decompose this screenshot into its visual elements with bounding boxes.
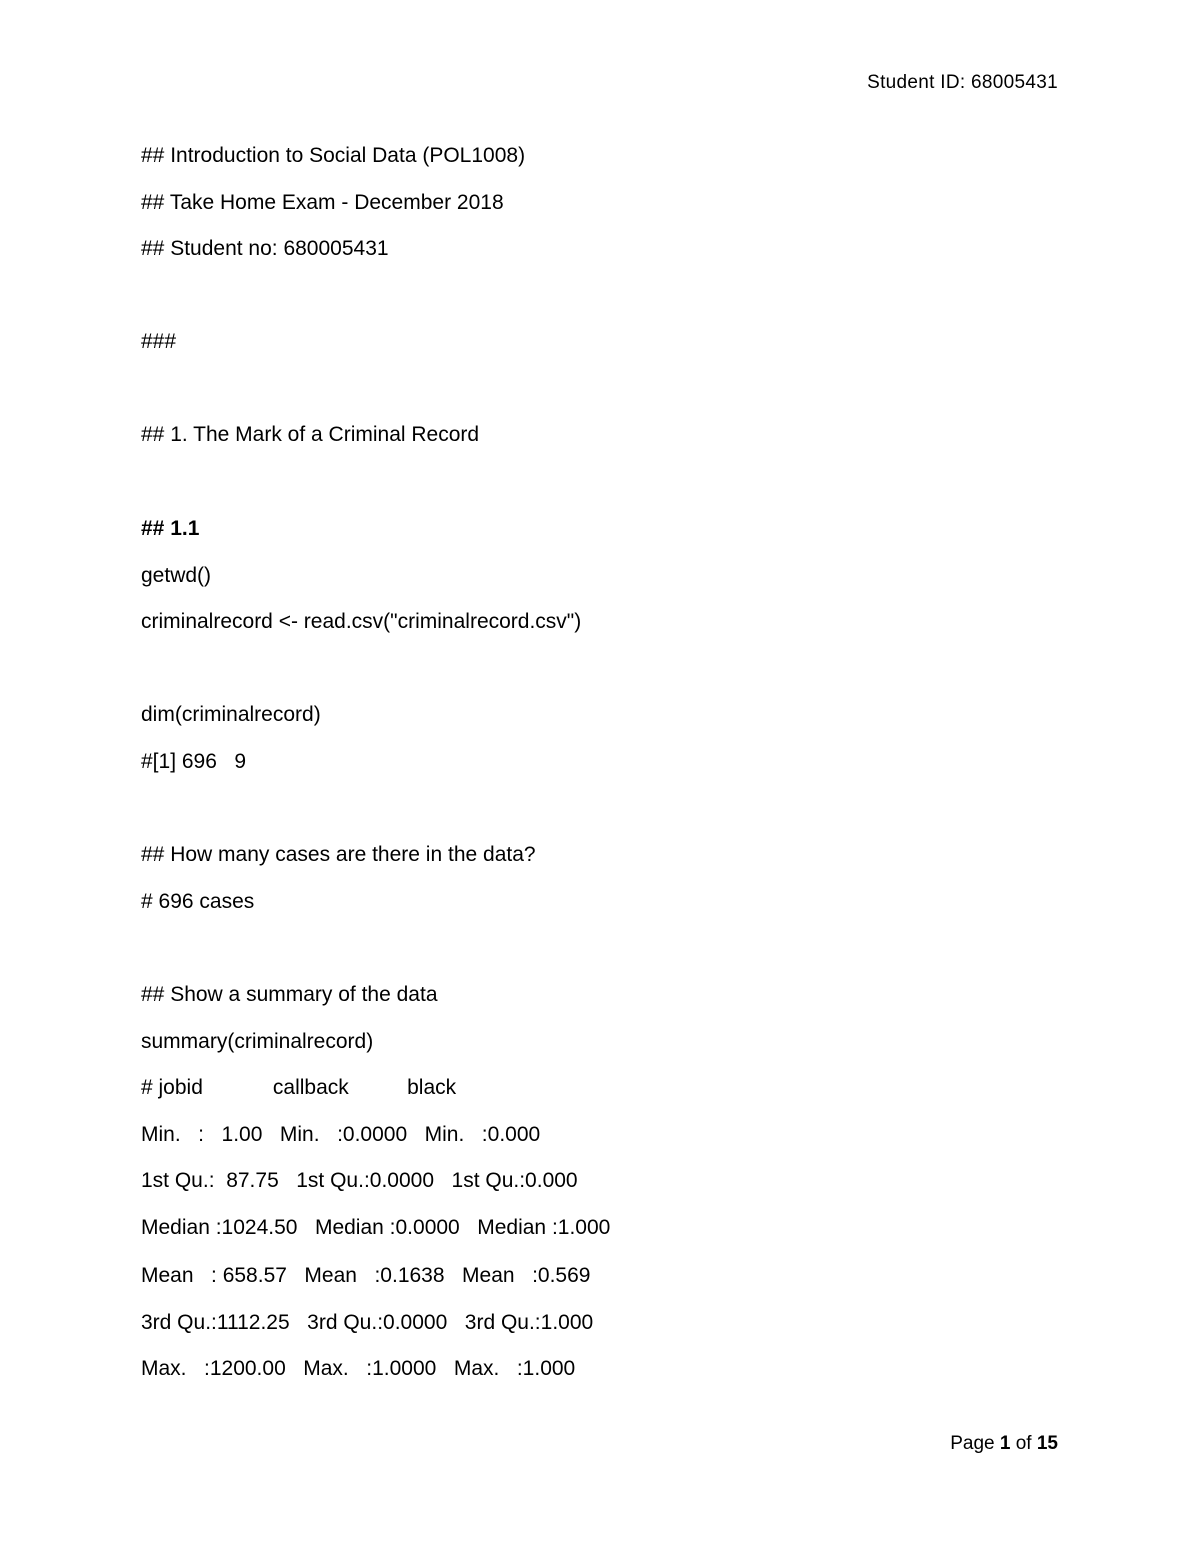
summary-row-3rd-qu: 3rd Qu.:1112.25 3rd Qu.:0.0000 3rd Qu.:1.000: [141, 1311, 594, 1334]
summary-row-median: Median :1024.50 Median :0.0000 Median :1.000: [141, 1216, 611, 1239]
page-label: Page: [950, 1433, 1000, 1454]
summary-header-row: # jobid callback black: [141, 1076, 457, 1099]
code-line-summary: summary(criminalrecord): [141, 1030, 374, 1053]
comment-course-title: ## Introduction to Social Data (POL1008): [141, 144, 526, 167]
section-heading: ## 1. The Mark of a Criminal Record: [141, 423, 480, 446]
summary-row-max: Max. :1200.00 Max. :1.0000 Max. :1.000: [141, 1357, 576, 1380]
question-line-summary: ## Show a summary of the data: [141, 983, 438, 1006]
summary-row-1st-qu: 1st Qu.: 87.75 1st Qu.:0.0000 1st Qu.:0.000: [141, 1169, 578, 1192]
page-header-student-id: Student ID: 68005431: [867, 72, 1058, 93]
comment-separator: ###: [141, 330, 177, 353]
summary-row-min: Min. : 1.00 Min. :0.0000 Min. :0.000: [141, 1123, 541, 1146]
page-of-label: of: [1010, 1433, 1037, 1454]
code-line-read-csv: criminalrecord <- read.csv("criminalrecord.csv"): [141, 610, 582, 633]
page-number: 1: [999, 1433, 1011, 1454]
output-line-dim: #[1] 696 9: [141, 750, 247, 773]
page-footer: [950, 1433, 1058, 1455]
code-line-dim: dim(criminalrecord): [141, 703, 321, 726]
comment-exam-title: ## Take Home Exam - December 2018: [141, 191, 504, 214]
comment-student-number: ## Student no: 680005431: [141, 237, 389, 260]
subsection-heading: ## 1.1: [141, 517, 200, 540]
page-total: 15: [1036, 1433, 1058, 1454]
summary-row-mean: Mean : 658.57 Mean :0.1638 Mean :0.569: [141, 1264, 591, 1287]
answer-line-cases: # 696 cases: [141, 890, 255, 913]
question-line-cases: ## How many cases are there in the data?: [141, 843, 536, 866]
code-line-getwd: getwd(): [141, 564, 212, 587]
